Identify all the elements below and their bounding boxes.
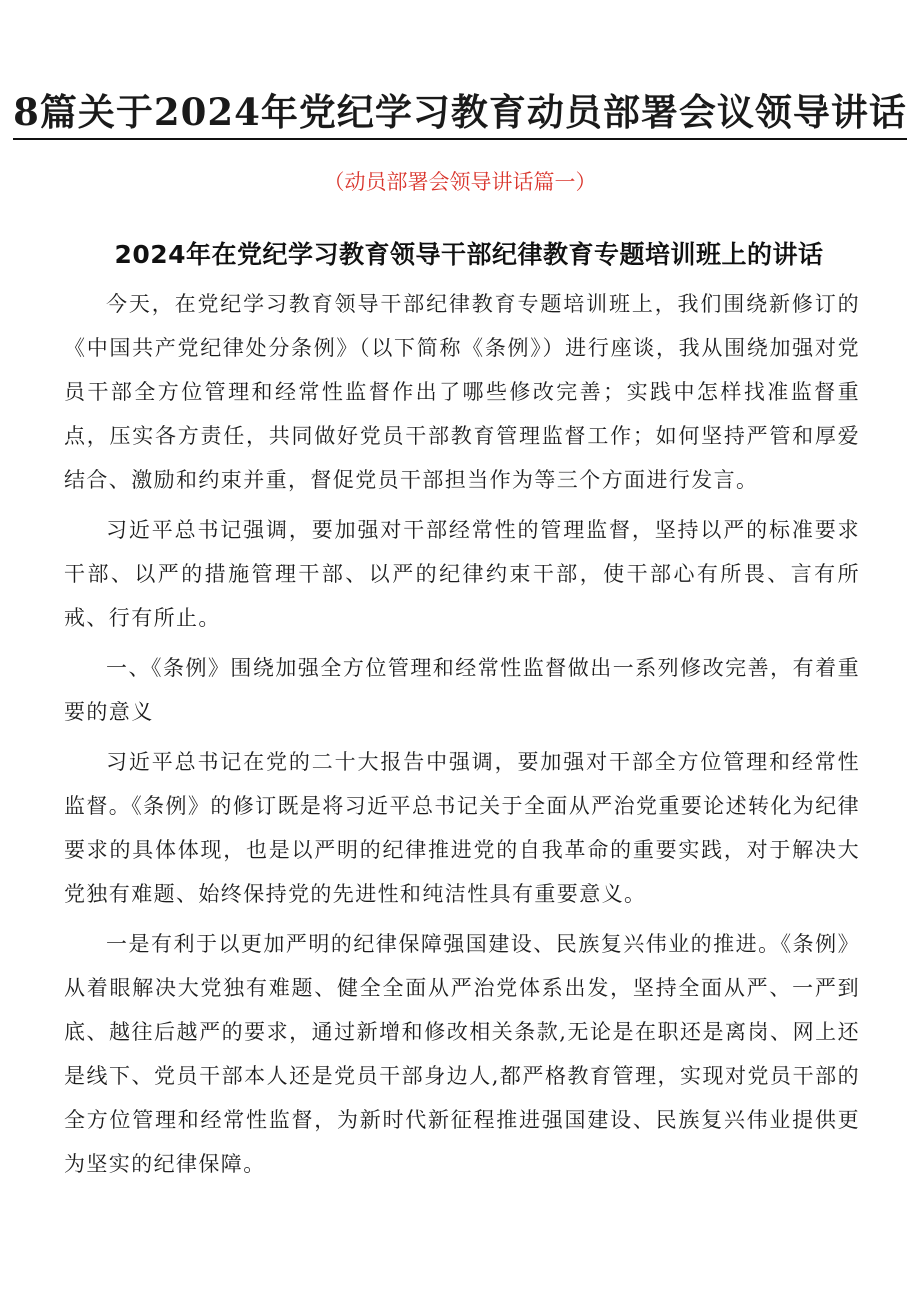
paragraph-significance: 习近平总书记在党的二十大报告中强调，要加强对干部全方位管理和经常性监督。《条例》的修订既是将习近平总书记关于全面从严治党重要论述转化为纪律要求的具体体现，也是以严明的纪律推进党的自我革命的重要实践，对于解决大党独有难题、始终保持党的先进性和纯洁性具有重要意义。 [64,750,860,906]
paragraph-quote: 习近平总书记强调，要加强对干部经常性的管理监督，坚持以严的标准要求干部、以严的措施管理干部、以严的纪律约束干部，使干部心有所畏、言有所戒、行有所止。 [64,518,860,630]
paragraph-point-one: 一是有利于以更加严明的纪律保障强国建设、民族复兴伟业的推进。《条例》从着眼解决大党独有难题、健全全面从严治党体系出发，坚持全面从严、一严到底、越往后越严的要求，通过新增和修改相关条款,无论是在职还是离岗、网上还是线下、党员干部本人还是党员干部身边人,都严格教育管理，实现对党员干部的全方位管理和经常性监督，为新时代新征程推进强国建设、民族复兴伟业提供更为坚实的纪律保障。 [64,932,860,1176]
document-title-wrapper [0,88,920,140]
paragraph-opening: 今天，在党纪学习教育领导干部纪律教育专题培训班上，我们围绕新修订的《中国共产党纪律处分条例》（以下简称《条例》）进行座谈，我从围绕加强对党员干部全方位管理和经常性监督作出了哪些修改完善；实践中怎样找准监督重点，压实各方责任，共同做好党员干部教育管理监督工作；如何坚持严管和厚爱结合、激励和约束并重，督促党员干部担当作为等三个方面进行发言。 [64,292,860,492]
speech-title: 2024年在党纪学习教育领导干部纪律教育专题培训班上的讲话 [114,240,824,269]
document-body [64,282,860,1186]
section-label: （动员部署会领导讲话篇一） [323,170,597,194]
document-title: 8篇关于2024年党纪学习教育动员部署会议领导讲话 [13,88,907,140]
paragraph-heading-one: 一、《条例》围绕加强全方位管理和经常性监督做出一系列修改完善，有着重要的意义 [64,656,860,724]
